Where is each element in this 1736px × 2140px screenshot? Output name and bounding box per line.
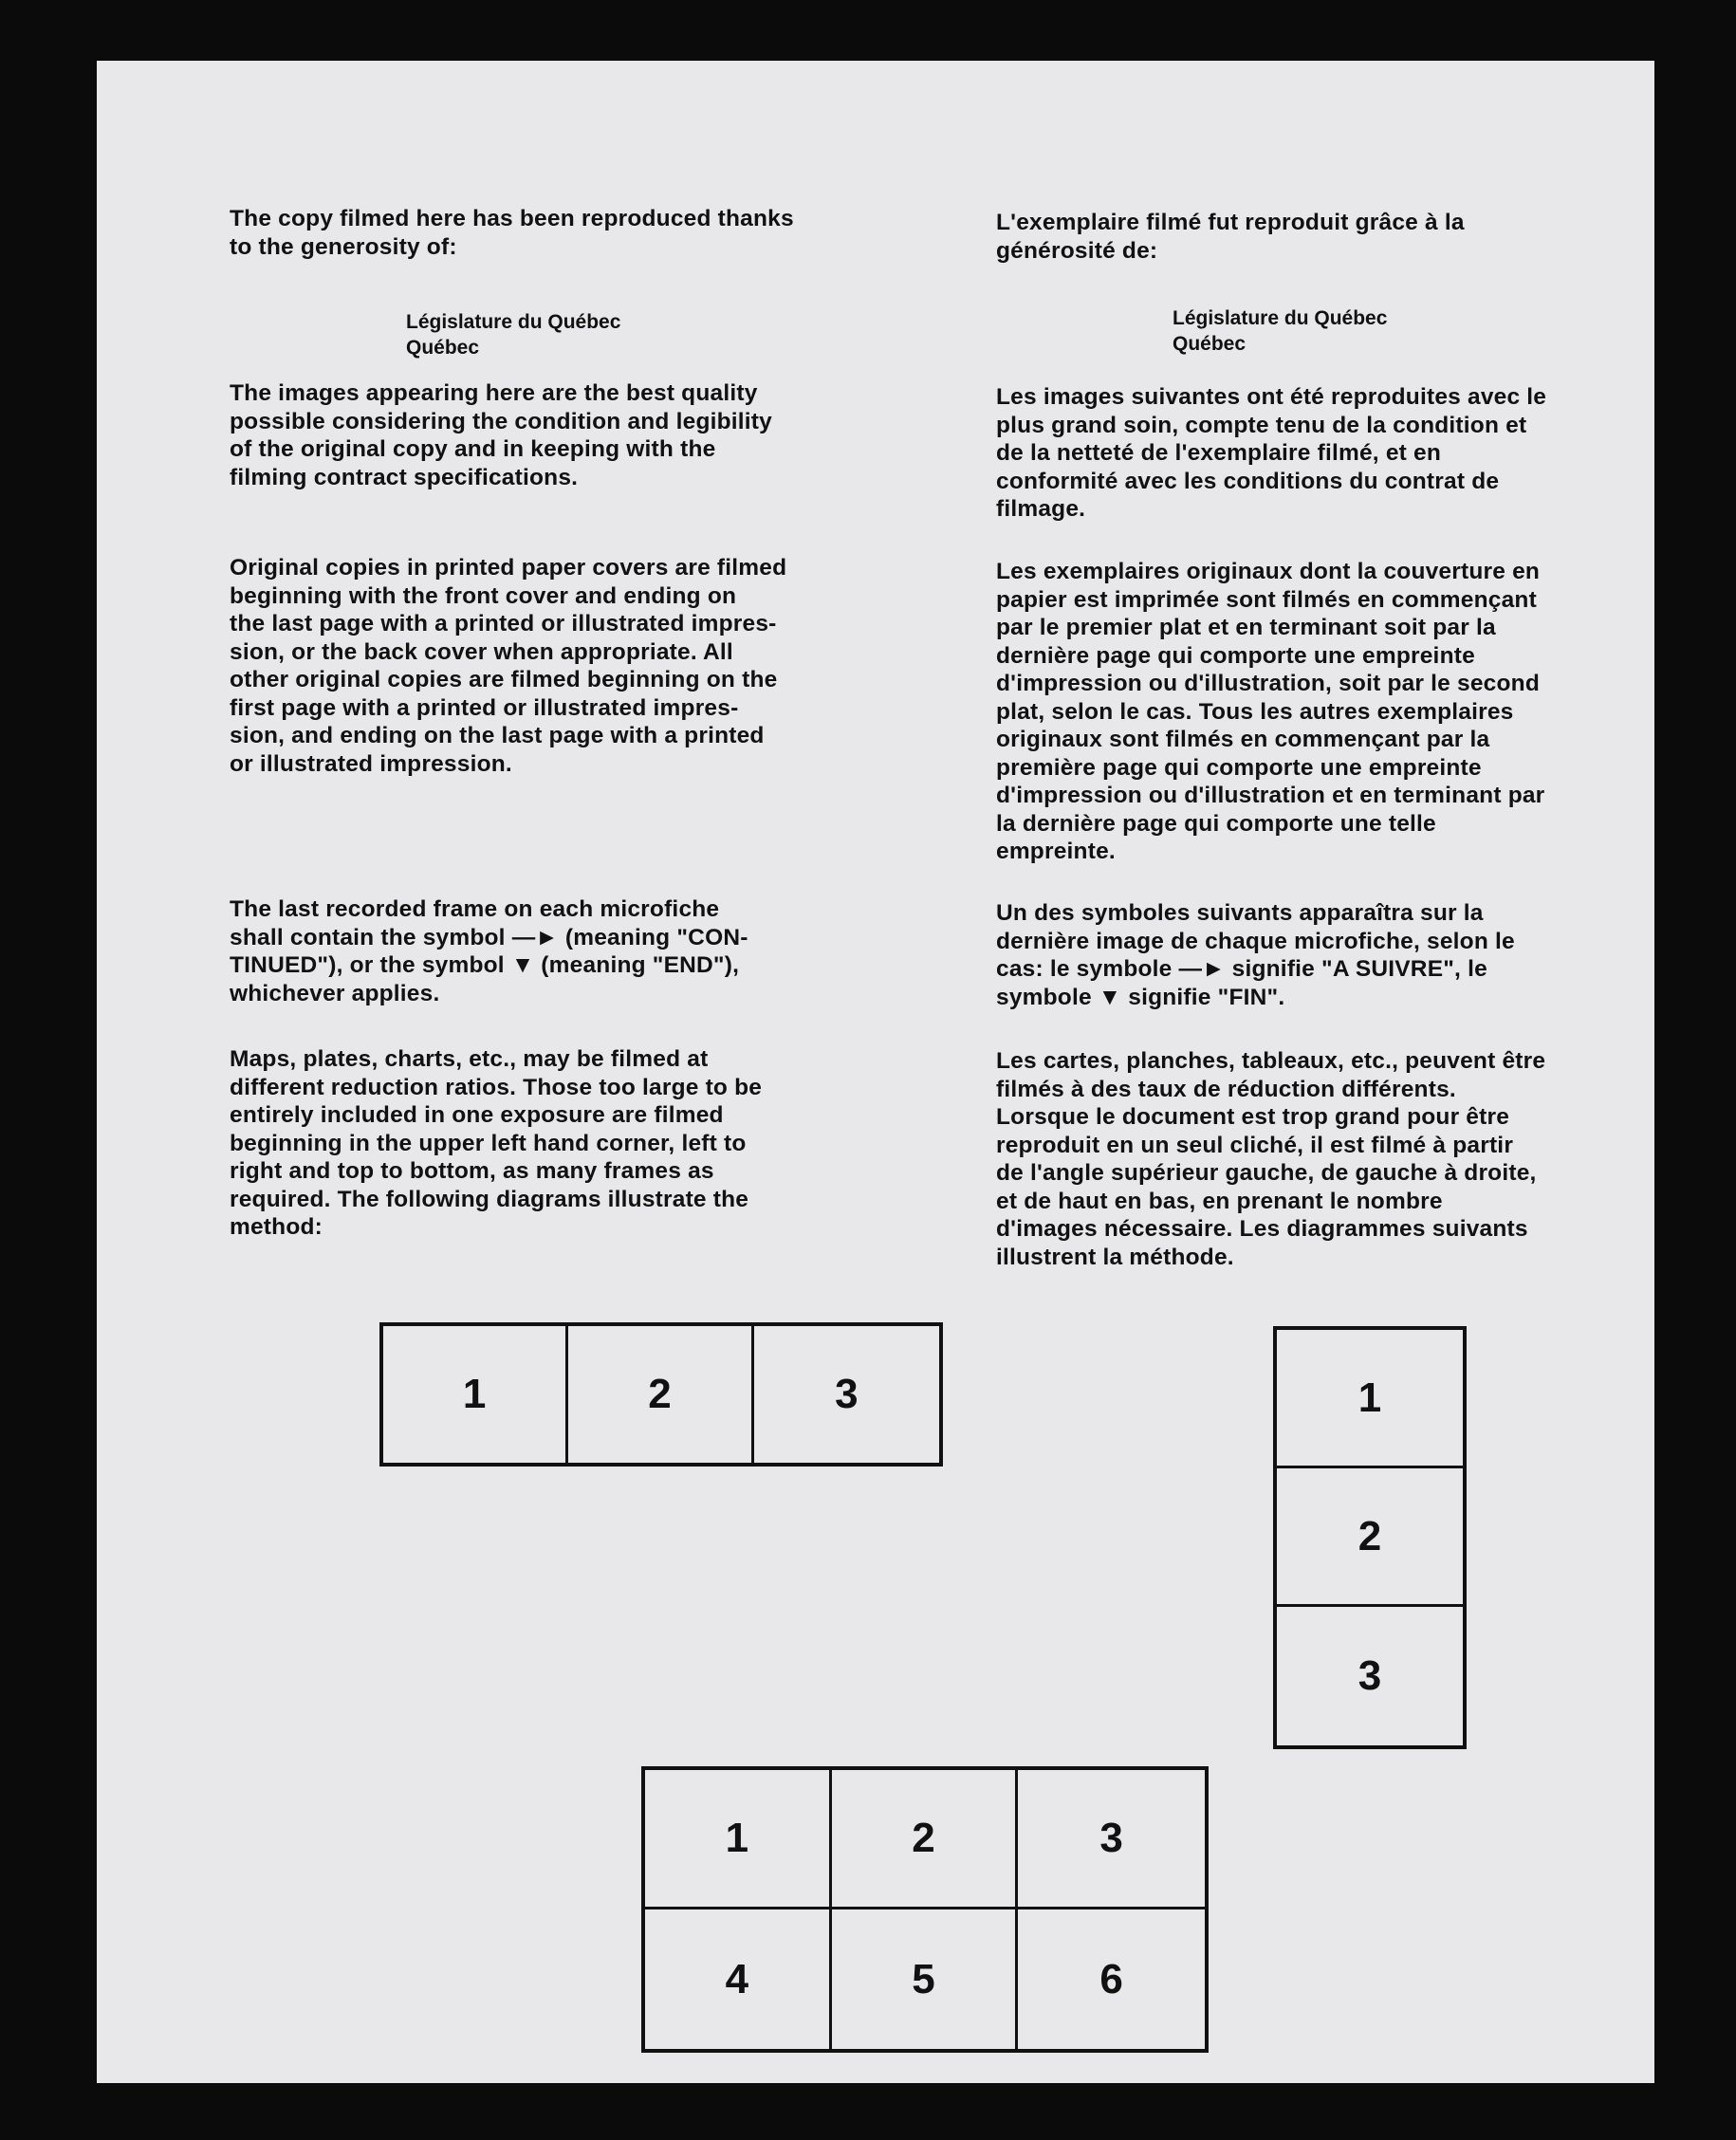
frame-cell: 2	[568, 1326, 753, 1463]
frame-cell: 6	[1099, 1955, 1123, 2002]
filmed-page	[97, 61, 1654, 2083]
frame-cell: 2	[832, 1770, 1019, 1909]
french-symbols-note: Un des symboles suivants apparaîtra sur la dernière image de chaque microfiche, selon le cas: le symbole ―► signifie "A SUIVRE", le symbole ▼ signifie "FIN".	[996, 900, 1515, 1010]
frame-cell: 3	[1018, 1770, 1205, 1909]
vertical-frames-diagram	[1273, 1326, 1467, 1749]
frame-cell: 2	[1277, 1468, 1463, 1607]
frame-cell: 4	[645, 1909, 832, 2049]
english-covers-note: Original copies in printed paper covers are filmed beginning with the front cover and ending on the last page with a printed or illustrated impres- sion, or the back cover when appropriate. All other original copies are filmed beginning on the first page with a printed or illustrated impres- sion, and ending on the last page with a printed or illustrated impression.	[230, 555, 787, 777]
frame-cell: 5	[832, 1909, 1019, 2049]
frame-cell: 3	[1357, 1652, 1382, 1699]
horizontal-frames-diagram	[379, 1322, 943, 1467]
english-thanks: The copy filmed here has been reproduced thanks to the generosity of:	[230, 206, 794, 260]
english-symbols-note: The last recorded frame on each microfiche shall contain the symbol ―► (meaning "CON- TINUED"), or the symbol ▼ (meaning "END"), whichever applies.	[230, 896, 748, 1006]
french-institution: Législature du Québec Québec	[1173, 307, 1388, 355]
french-maps-note: Les cartes, planches, tableaux, etc., peuvent être filmés à des taux de réduction différents. Lorsque le document est trop grand pour être reproduit en un seul cliché, il est filmé à partir de l'angle supérieur gauche, de gauche à droite, et de haut en bas, en prenant le nombre d'images nécessaire. Les diagrammes suivants illustrent la méthode.	[996, 1048, 1546, 1270]
english-institution: Législature du Québec Québec	[406, 311, 621, 359]
frame-cell: 1	[1277, 1330, 1463, 1468]
english-maps-note: Maps, plates, charts, etc., may be filmed at different reduction ratios. Those too large to be entirely included in one exposure are filmed beginning in the upper left hand corner, left to right and top to bottom, as many frames as required. The following diagrams illustrate the method:	[230, 1046, 763, 1240]
french-thanks: L'exemplaire filmé fut reproduit grâce à la générosité de:	[996, 210, 1465, 264]
english-quality-note: The images appearing here are the best quality possible considering the condition and legibility of the original copy and in keeping with the filming contract specifications.	[230, 380, 772, 490]
frame-cell: 3	[835, 1371, 859, 1417]
frame-cell: 1	[645, 1770, 832, 1909]
grid-frames-diagram	[641, 1766, 1209, 2053]
frame-cell: 1	[383, 1326, 568, 1463]
french-quality-note: Les images suivantes ont été reproduites avec le plus grand soin, compte tenu de la condition et de la netteté de l'exemplaire filmé, et en conformité avec les conditions du contrat de filmage.	[996, 384, 1547, 522]
french-covers-note: Les exemplaires originaux dont la couverture en papier est imprimée sont filmés en commençant par le premier plat et en terminant soit par la dernière page qui comporte une empreinte d'impression ou d'illustration, soit par le second plat, selon le cas. Tous les autres exemplaires originaux sont filmés en commençant par la première page qui comporte une empreinte d'impression ou d'illustration et en terminant par la dernière page qui comporte une telle empreinte.	[996, 559, 1545, 864]
